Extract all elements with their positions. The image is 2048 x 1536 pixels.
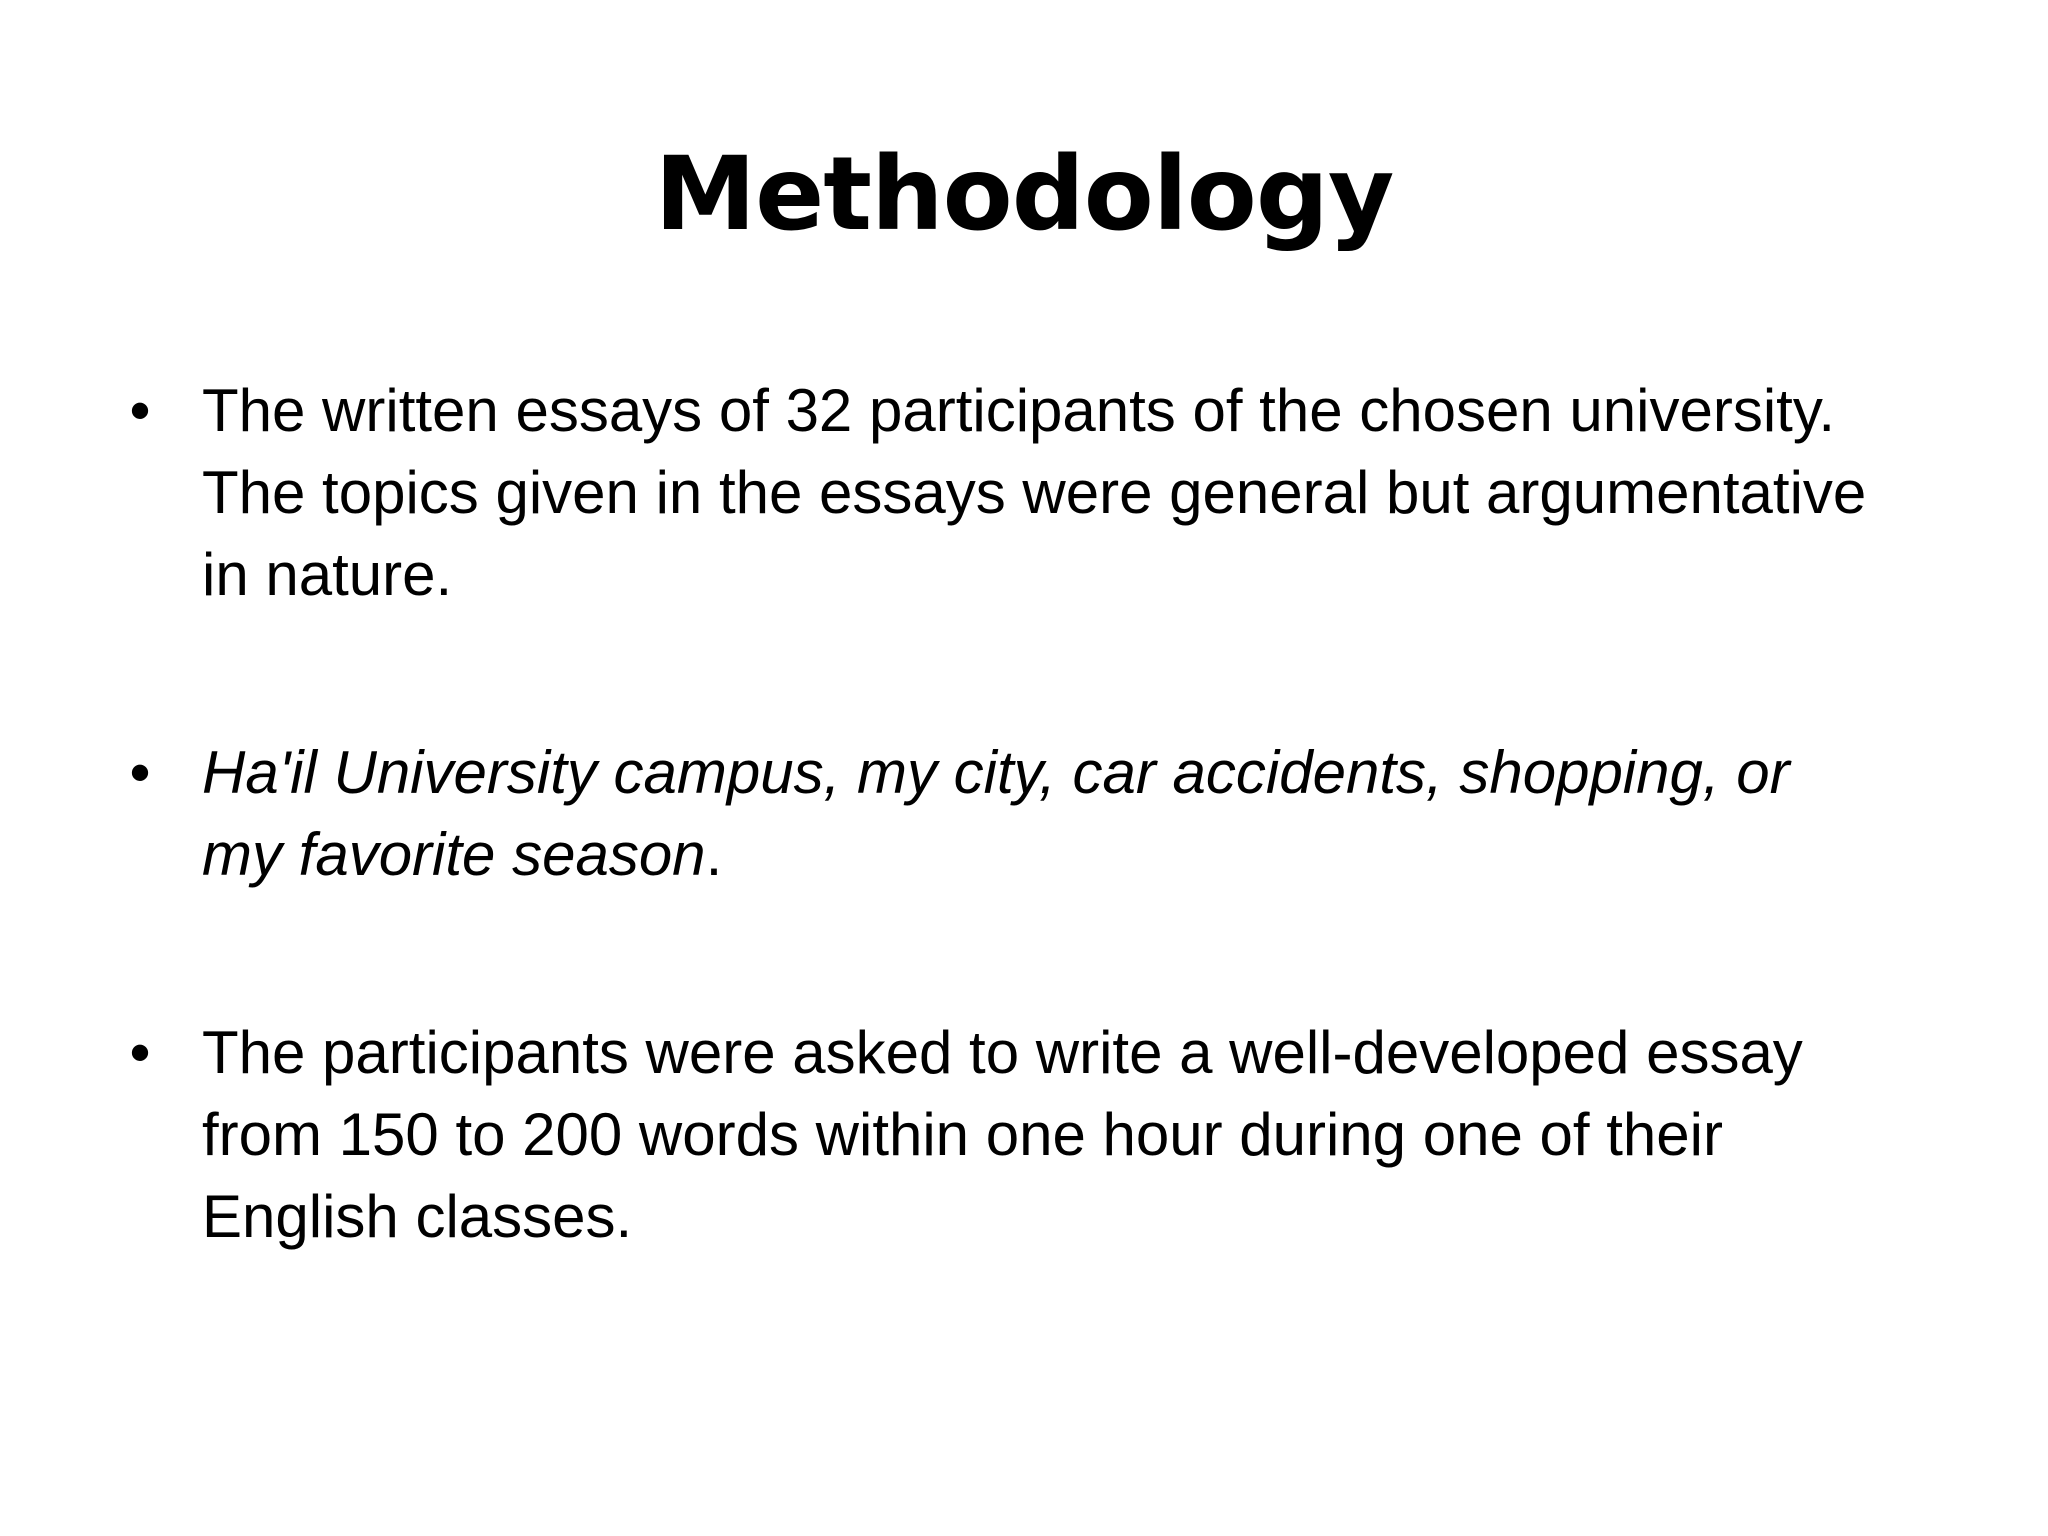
bullet-text-line: in nature. (202, 541, 453, 608)
bullet-list (120, 370, 1970, 1258)
slide-title: Methodology (654, 135, 1394, 254)
bullet-text-suffix: . (705, 821, 723, 888)
bullet-text-line: English classes. (202, 1183, 633, 1250)
bullet-icon: • (129, 377, 151, 444)
bullet-item-topics (120, 732, 1970, 896)
bullet-text-line: The written essays of 32 participants of the chosen university. (202, 377, 1836, 444)
bullet-text-line: The topics given in the essays were general but argumentative (202, 459, 1867, 526)
bullet-item-procedure (120, 1012, 1970, 1258)
bullet-text-line: Ha'il University campus, my city, car accidents, shopping, or (202, 739, 1790, 806)
bullet-icon: • (129, 1019, 151, 1086)
bullet-text-line: from 150 to 200 words within one hour during one of their (202, 1101, 1723, 1168)
bullet-icon: • (129, 739, 151, 806)
bullet-text-line: The participants were asked to write a well-developed essay (202, 1019, 1803, 1086)
bullet-text-line: my favorite season (202, 821, 706, 888)
bullet-item-participants (120, 370, 1970, 616)
